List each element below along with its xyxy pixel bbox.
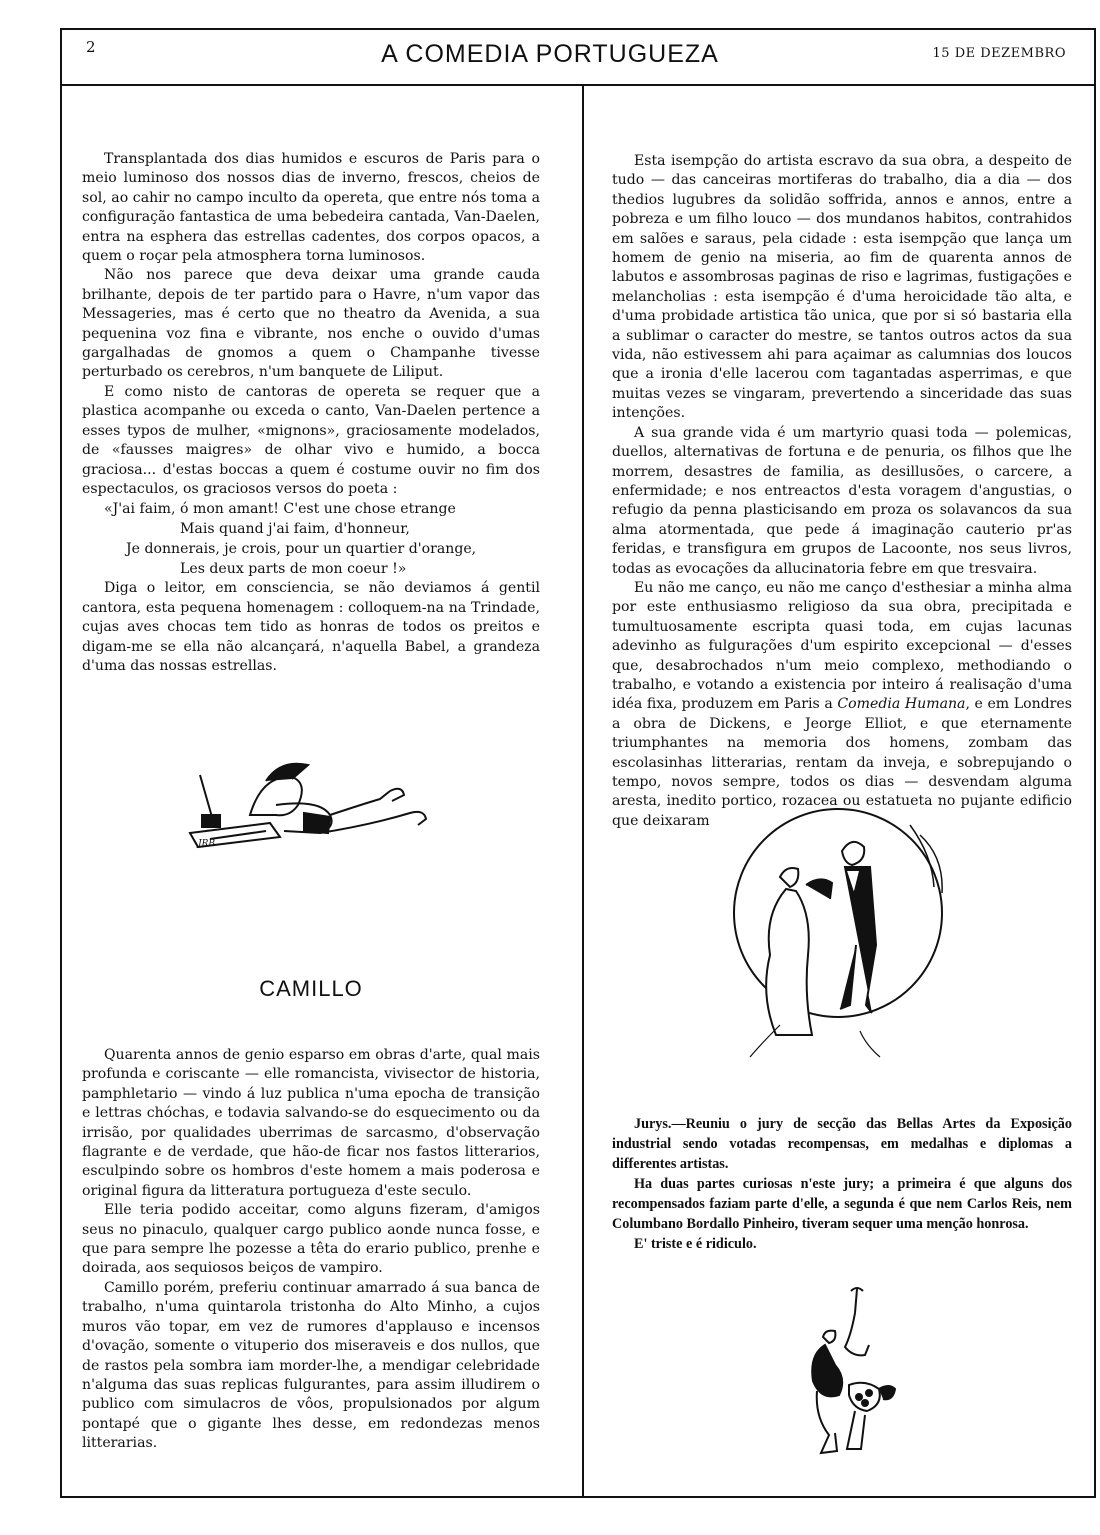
article-paragraph: A sua grande vida é um martyrio quasi toda — polemicas, duellos, alternativas de fortuna e de penuria, os filhos que lhe morrem, desastres de familia, as desillusões, o carcere, a enfermidade; e nos entreactos d'esta voragem d'angustias, o refugio da penna plasticisando em proza os solavancos da sua alma atormentada, que pede á imaginação cauterio pr'as feridas, e transfigura em grupos de Lacoonte, nos seus livros, todas as evocações da allucinatoria febre em que tresvaira. (612, 424, 1072, 577)
article-paragraph: Transplantada dos dias humidos e escuros de Paris para o meio luminoso dos nossos dias de inverno, frescos, cheios de sol, ao cahir no campo inculto da opereta, que entre nós toma a configuração fantastica de uma bebedeira cantada, Van-Daelen, entra na esphera das estrellas cadentes, dos corpos opacos, a quem o roçar pela atmosphera torna luminosos. (82, 151, 540, 265)
verse-line: Je donnerais, je crois, pour un quartier d'orange, (126, 541, 477, 558)
verse-line: Mais quand j'ai faim, d'honneur, (180, 521, 410, 538)
book-title: Comedia Humana (837, 696, 966, 713)
issue-date: 15 DE DEZEMBRO (932, 46, 1066, 61)
van-daelen-article (82, 150, 540, 676)
article-paragraph: Elle teria podido acceitar, como alguns fizeram, d'amigos seus no pinaculo, qualquer cargo publico aonde nunca fosse, e que para sempre lhe pozesse a têta do erario publico, prenhe e doirada, aos sequiosos beiços de vampiro. (82, 1202, 540, 1277)
poem-verse (82, 499, 540, 579)
note-paragraph: Ha duas partes curiosas n'este jury; a primeira é que alguns dos recompensados faziam parte d'elle, a segunda é que nem Carlos Reis, nem Columbano Bordallo Pinheiro, tiveram sequer uma menção honrosa. (612, 1176, 1072, 1232)
article-paragraph (612, 579, 1072, 831)
verse-line: «J'ai faim, ó mon amant! C'est une chose etrange (104, 501, 456, 518)
reclining-figure-writing-icon (180, 755, 440, 865)
article-paragraph: E como nisto de cantoras de opereta se requer que a plastica acompanhe ou exceda o canto, Van-Daelen pertence a esses typos de mulher, «mignons», graciosamente modelados, de «fausses maigres» de olhar vivo e humido, a bocca graciosa... d'estas boccas a quem é costume ouvir no fim dos espectaculos, os graciosos versos do poeta : (82, 383, 540, 497)
jurys-note (612, 1114, 1072, 1254)
camillo-continuation (612, 152, 1072, 831)
article-paragraph: Quarenta annos de genio esparso em obras d'arte, qual mais profunda e coriscante — elle romancista, vivisector de historia, pamphletario — vindo á luz publica n'uma epocha de transição e lettras chóchas, e todavia salvando-se do esquecimento ou da irrisão, por qualidades uberrimas de sarcasmo, d'observação flagrante e de verdade, que hão-de ficar nos fastos litterarios, esculpindo sobre os hombros d'este homem a mais poderosa e original figura da litteratura portugueza d'este seculo. (82, 1047, 540, 1199)
paragraph-text: , e em Londres a obra de Dickens, e Jeorge Elliot, e que eternamente triumphantes na memoria dos homens, zombam das escolasinhas litterarias, rentam da inveja, e sobrepujando o tempo, novos sempre, todos os dias — desvendam alguma aresta, inedito portico, rozacea ou estatueta no pujante edificio que deixaram (612, 696, 1072, 829)
verse-line: Les deux parts de mon coeur !» (180, 561, 407, 578)
note-paragraph: Jurys.—Reuniu o jury de secção das Bellas Artes da Exposição industrial sendo votadas recompensas, em medalhas e diplomas a differentes artistas. (612, 1116, 1072, 1172)
bottom-rule (60, 1496, 1096, 1498)
acrobat-clowns-icon (795, 1285, 905, 1465)
note-paragraph: E' triste e é ridiculo. (634, 1236, 757, 1252)
article-paragraph: Diga o leitor, em consciencia, se não deviamos á gentil cantora, esta pequena homenagem : colloquem-na na Trindade, cujas aves chocas tem tido as honras de todos os preitos e digam-me se ella não alcançará, n'aquella Babel, a grandeza d'uma das nossas estrellas. (82, 580, 540, 674)
article-paragraph: Esta isempção do artista escravo da sua obra, a despeito de tudo — das canceiras mortiferas do trabalho, dia a dia — dos thedios lugubres da solidão soffrida, annos e annos, entre a pobreza e um filho louco — dos mundanos habitos, contrahidos em salões e saraus, pela cidade : esta isempção que lança um homem de genio na miseria, ao fim de quarenta annos de labutos e assombrosas paginas de riso e lagrimas, fustigações e melancholias : esta isempção é d'uma heroicidade tão alta, e d'uma probidade artistica tão unica, que por si só bastaria ella a sublimar o caracter do mestre, se tantos outros actos da sua vida, não estivessem ahi para açaimar as calumnias dos loucos que a ironia d'elle lacerou com tagantadas asperrimas, e que muitas vezes se vingaram, prevertendo a sinceridade das suas intenções. (612, 153, 1072, 422)
top-rule (60, 28, 1096, 30)
section-heading: CAMILLO (259, 976, 363, 1001)
column-divider (582, 84, 584, 1498)
camillo-article (82, 1046, 540, 1454)
illustration-signature: JRB (198, 839, 215, 849)
article-paragraph: Não nos parece que deva deixar uma grande cauda brilhante, depois de ter partido para o Havre, n'um vapor das Messageries, mas é certo que no theatro da Avenida, a sua pequenina voz fina e vibrante, nos enche o ouvido d'umas gargalhadas de gnomos a quem o Champanhe tivesse perturbado os cerebros, n'um banquete de Liliput. (82, 267, 540, 381)
article-paragraph: Camillo porém, preferiu continuar amarrado á sua banca de trabalho, n'uma quintarola tristonha do Alto Minho, a cujos muros vão topar, em vez de rumores d'applauso e incensos d'ovação, somente o vituperio dos miseraveis e dos nullos, que de rastos pela sombra iam morder-lhe, a mendigar celebridade n'alguma das suas replicas fulgurantes, para assim illudirem o publico com simulacros de vôos, propulsionados por algum pontapé que o gigante lhes desse, em redondezas menos litterarias. (82, 1279, 540, 1452)
left-rule (60, 28, 62, 1498)
page-title: A COMEDIA PORTUGUEZA (381, 40, 719, 68)
paragraph-text: Eu não me canço, eu não me canço d'esthesiar a minha alma por este enthusiasmo religioso da sua obra, precipitada e tumultuosamente escripta quasi toda, em cujas lacunas adevinho as fulgurações d'um espirito excepcional — d'esses que, desabrochados n'um meio complexo, methodiando o trabalho, e votando a existencia por inteiro á realisação d'uma idéa fixa, produzem em Paris a (612, 579, 1072, 713)
right-rule (1094, 28, 1096, 1498)
couple-in-circle-icon (720, 795, 960, 1065)
page-number: 2 (86, 38, 96, 56)
header-bottom-rule (60, 84, 1096, 86)
